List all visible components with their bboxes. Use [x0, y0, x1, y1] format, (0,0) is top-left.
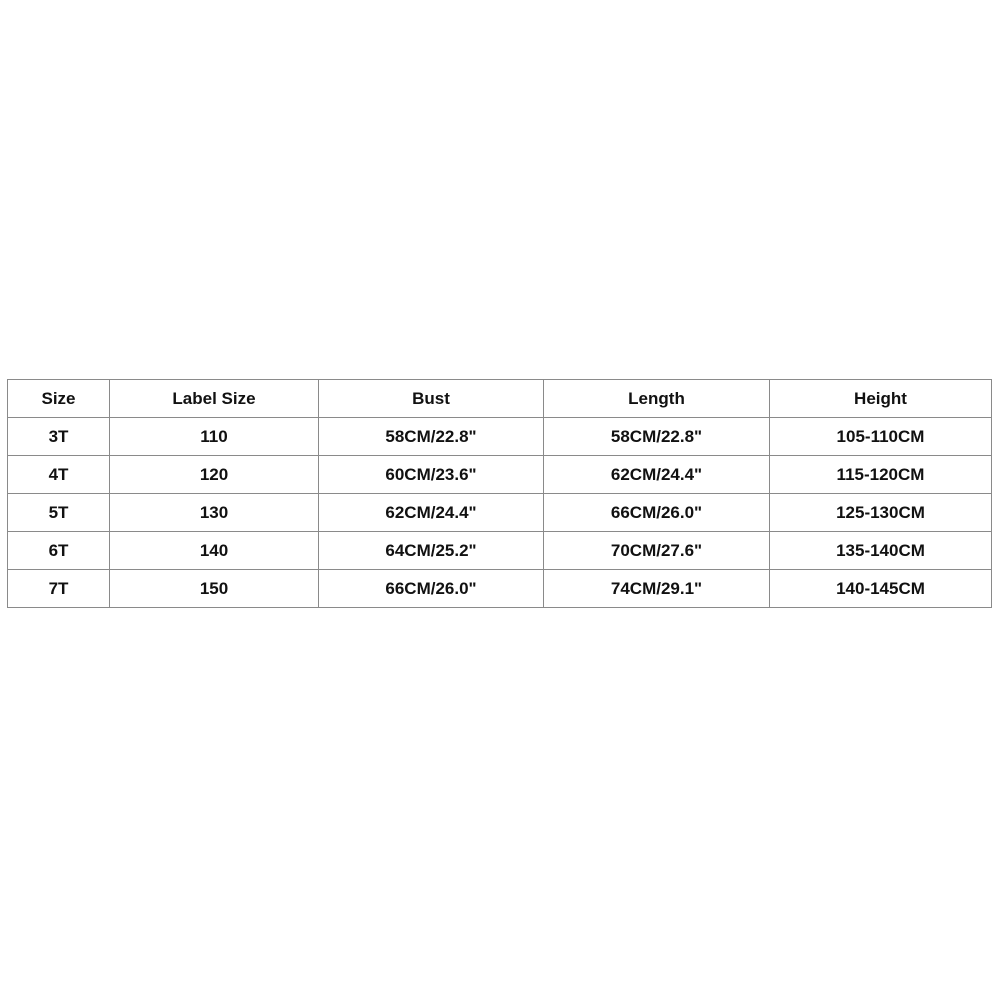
header-label-size: Label Size — [110, 380, 319, 418]
cell-bust: 64CM/25.2" — [319, 532, 544, 570]
cell-length: 58CM/22.8" — [544, 418, 770, 456]
cell-length: 74CM/29.1" — [544, 570, 770, 608]
cell-bust: 66CM/26.0" — [319, 570, 544, 608]
cell-height: 135-140CM — [770, 532, 992, 570]
cell-length: 70CM/27.6" — [544, 532, 770, 570]
cell-length: 62CM/24.4" — [544, 456, 770, 494]
cell-height: 105-110CM — [770, 418, 992, 456]
header-length: Length — [544, 380, 770, 418]
cell-length: 66CM/26.0" — [544, 494, 770, 532]
cell-label-size: 140 — [110, 532, 319, 570]
cell-height: 125-130CM — [770, 494, 992, 532]
cell-size: 3T — [8, 418, 110, 456]
cell-label-size: 130 — [110, 494, 319, 532]
cell-bust: 62CM/24.4" — [319, 494, 544, 532]
header-size: Size — [8, 380, 110, 418]
cell-label-size: 110 — [110, 418, 319, 456]
cell-height: 115-120CM — [770, 456, 992, 494]
cell-size: 6T — [8, 532, 110, 570]
cell-label-size: 150 — [110, 570, 319, 608]
table-row — [8, 570, 992, 608]
cell-size: 5T — [8, 494, 110, 532]
cell-label-size: 120 — [110, 456, 319, 494]
table-row — [8, 418, 992, 456]
table-header-row — [8, 380, 992, 418]
header-height: Height — [770, 380, 992, 418]
cell-bust: 58CM/22.8" — [319, 418, 544, 456]
size-chart-table — [7, 379, 992, 608]
table-row — [8, 494, 992, 532]
cell-bust: 60CM/23.6" — [319, 456, 544, 494]
cell-size: 7T — [8, 570, 110, 608]
cell-height: 140-145CM — [770, 570, 992, 608]
header-bust: Bust — [319, 380, 544, 418]
table-row — [8, 456, 992, 494]
table-row — [8, 532, 992, 570]
cell-size: 4T — [8, 456, 110, 494]
